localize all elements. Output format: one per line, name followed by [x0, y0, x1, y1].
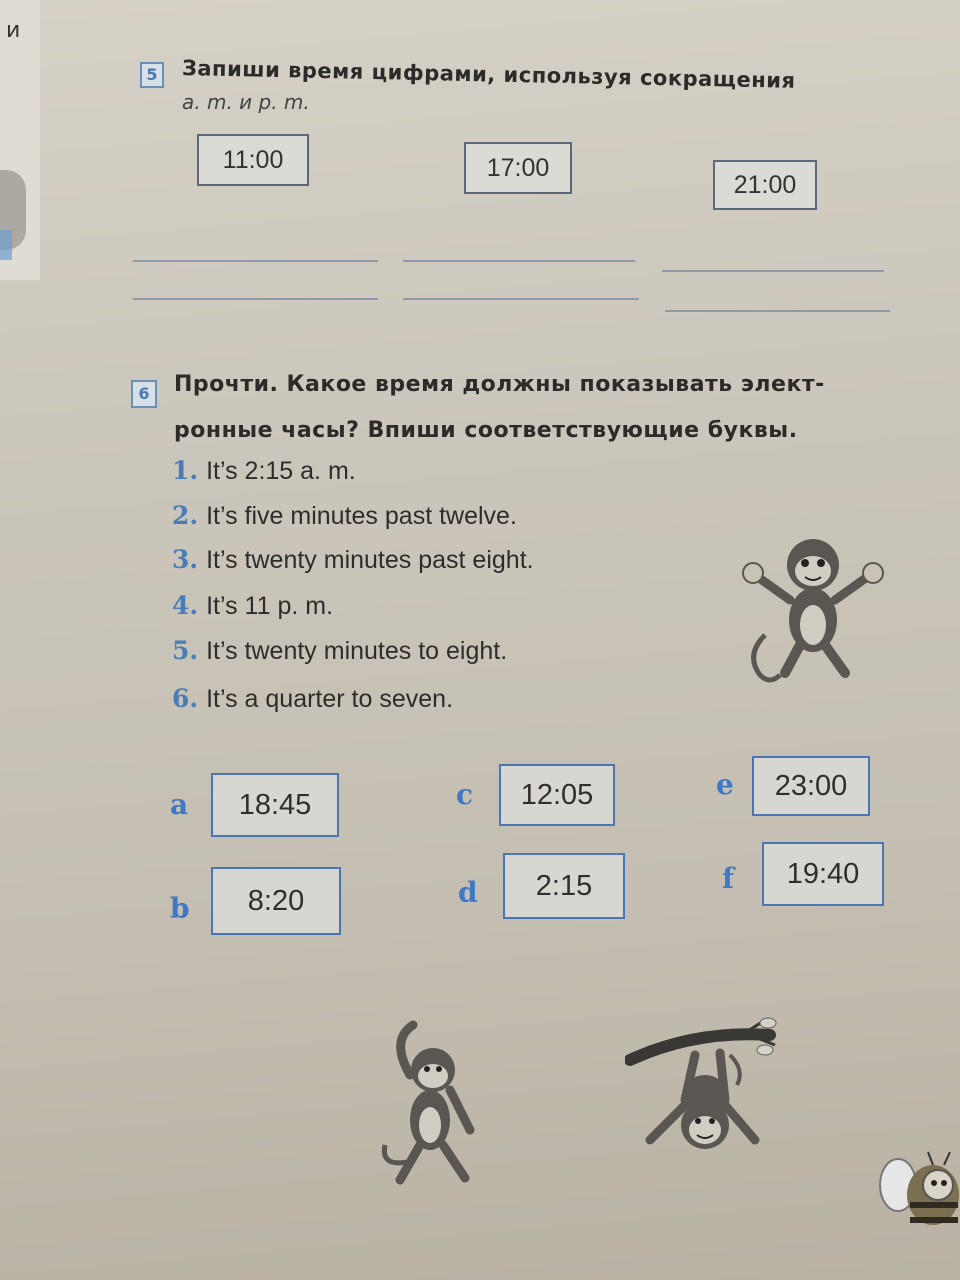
answer-box-b[interactable]: 8:20: [211, 867, 341, 935]
task6-title-line1: Прочти. Какое время должны показывать элект-: [174, 372, 825, 397]
left-page-blue-mark: [0, 230, 12, 260]
task5-number: 5: [140, 62, 164, 88]
sentence-text: It’s five minutes past twelve.: [206, 502, 517, 530]
answer-letter-b: b: [170, 892, 190, 925]
sentence-5: [172, 636, 507, 666]
answer-letter-e: e: [716, 768, 734, 801]
sentence-3: [172, 545, 534, 575]
sentence-6: [172, 684, 453, 714]
task5-title: Запиши время цифрами, используя сокращения: [181, 56, 796, 93]
sentence-1: [172, 456, 356, 486]
task6-number: 6: [131, 380, 157, 408]
answer-line-1a[interactable]: [133, 260, 378, 262]
sentence-text: It’s 2:15 a. m.: [206, 457, 356, 485]
answer-box-c[interactable]: 12:05: [499, 764, 615, 826]
answer-line-1b[interactable]: [133, 298, 378, 300]
sentence-text: It’s a quarter to seven.: [206, 685, 454, 713]
sentence-number: 4.: [172, 591, 199, 620]
task6-title-line2: ронные часы? Впиши соответствующие буквы.: [174, 418, 798, 443]
sentence-4: [172, 591, 333, 621]
bee-icon: [878, 1150, 960, 1270]
answer-letter-c: c: [456, 778, 474, 811]
answer-line-2a[interactable]: [403, 260, 635, 262]
sentence-number: 1.: [172, 456, 199, 485]
sentence-text: It’s 11 p. m.: [206, 592, 334, 620]
monkey-hanging-icon: [625, 1015, 785, 1165]
answer-line-3b[interactable]: [665, 310, 890, 312]
task5-time-box-2: 17:00: [464, 142, 572, 194]
sentence-number: 2.: [172, 501, 199, 530]
answer-box-a[interactable]: 18:45: [211, 773, 339, 837]
monkey-waving-icon: [735, 525, 895, 685]
answer-box-e[interactable]: 23:00: [752, 756, 870, 816]
answer-box-d[interactable]: 2:15: [503, 853, 625, 919]
answer-line-3a[interactable]: [662, 270, 884, 272]
answer-line-2b[interactable]: [403, 298, 639, 300]
left-page-letter: и: [6, 18, 21, 43]
answer-letter-a: a: [170, 788, 189, 821]
task5-time-box-1: 11:00: [197, 134, 309, 186]
sentence-number: 3.: [172, 545, 199, 574]
sentence-number: 6.: [172, 684, 199, 713]
answer-box-f[interactable]: 19:40: [762, 842, 884, 906]
sentence-number: 5.: [172, 636, 199, 665]
sentence-2: [172, 501, 517, 531]
answer-letter-d: d: [458, 876, 478, 909]
monkey-scratching-icon: [375, 1020, 495, 1190]
sentence-text: It’s twenty minutes past eight.: [206, 546, 534, 574]
answer-letter-f: f: [722, 862, 735, 895]
sentence-text: It’s twenty minutes to eight.: [206, 637, 508, 665]
task5-time-box-3: 21:00: [713, 160, 817, 210]
task5-subtitle: a. m. и p. m.: [182, 90, 310, 114]
